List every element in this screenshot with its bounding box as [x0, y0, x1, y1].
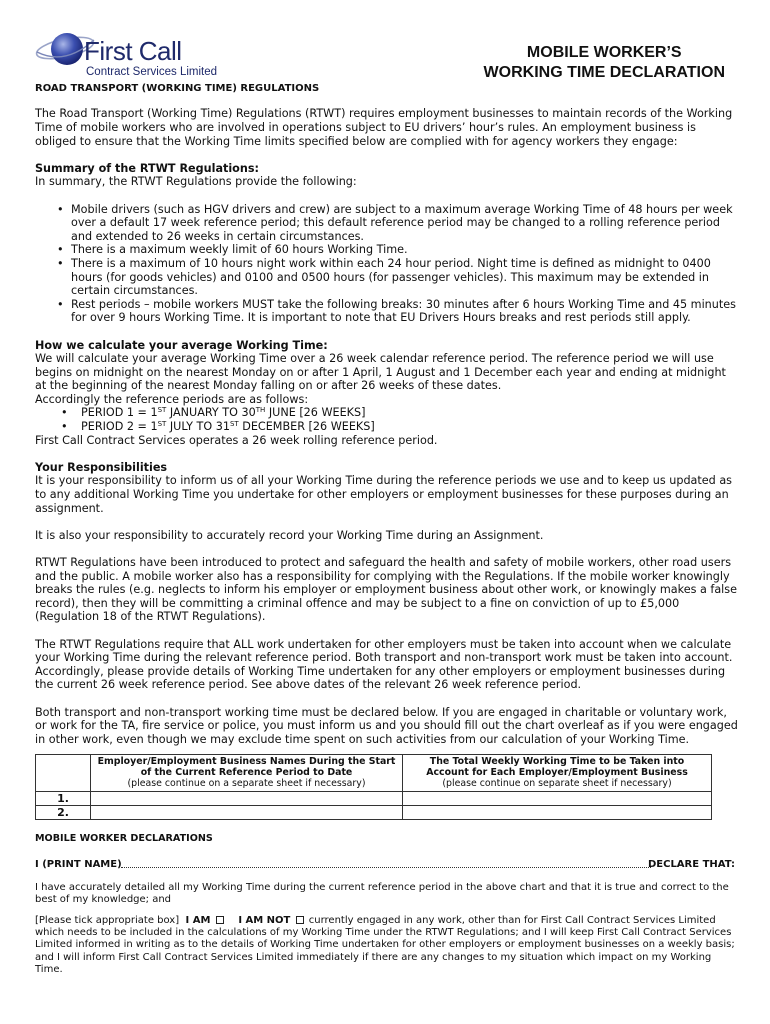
employer-name-cell[interactable] [91, 792, 403, 806]
responsibilities-heading: Your Responsibilities [35, 460, 168, 474]
i-am-not-checkbox[interactable] [296, 916, 304, 924]
working-time-table [35, 754, 712, 820]
title-line-1: MOBILE WORKER’S [526, 44, 682, 61]
print-name-field[interactable] [121, 867, 651, 868]
responsibilities-paragraph-1: It is your responsibility to inform us of all your Working Time during the reference periods we use and to keep us updated as to any additional Working Time you undertake for other employers or employment businesses for these purposes during an assignment. [35, 474, 733, 515]
row-number: 1. [36, 792, 91, 806]
summary-bullet: • Rest periods – mobile workers MUST take the following breaks: 30 minutes after 6 hours Working Time and 45 minutes for over 9 hours Working Time. It is important to note that EU Drivers Hours breaks and rest periods still apply. [57, 298, 739, 325]
employer-column-note: (please continue on a separate sheet if necessary) [127, 778, 366, 790]
row-number: 2. [36, 806, 91, 820]
title-line-2: WORKING TIME DECLARATION [483, 64, 725, 81]
intro-paragraph: The Road Transport (Working Time) Regulations (RTWT) requires employment businesses to maintain records of the Working Time of mobile workers who are involved in operations subject to EU drivers’ hour’s rules. An employment business is obliged to ensure that the Working Time limits specified below are complied with for agency workers they engage: [35, 107, 733, 148]
employer-column-title: Employer/Employment Business Names During the Start of the Current Reference Period to Date [97, 756, 396, 779]
summary-bullet: • There is a maximum weekly limit of 60 hours Working Time. [57, 243, 739, 257]
summary-bullet: • Mobile drivers (such as HGV drivers and crew) are subject to a maximum average Working Time of 48 hours per week over a default 17 week reference period; this default reference period may be changed to a rolling reference period and extended to 26 weeks in certain circumstances. [57, 203, 739, 244]
period-1: • PERIOD 1 = 1ST JANUARY TO 30TH JUNE [26 WEEKS] [61, 406, 739, 420]
section-heading: ROAD TRANSPORT (WORKING TIME) REGULATIONS [35, 83, 320, 94]
company-logo [34, 22, 218, 82]
hours-column-note: (please continue on separate sheet if necessary) [442, 778, 672, 790]
calc-lead: Accordingly the reference periods are as follows: [35, 392, 309, 406]
table-row [36, 792, 712, 806]
document-title [484, 43, 725, 83]
hours-column-title: The Total Weekly Working Time to be Taken into Account for Each Employer/Employment Business [426, 756, 688, 779]
responsibilities-paragraph-4: The RTWT Regulations require that ALL work undertaken for other employers must be taken into account when we calculate your Working Time during the relevant reference period. Both transport and non-transport work must be taken into account. Accordingly, please provide details of Working Time undertaken for any other employers or employment businesses during the current 26 week reference period. See above dates of the relevant 26 week reference period. [35, 637, 733, 692]
declarations-heading: MOBILE WORKER DECLARATIONS [35, 833, 213, 845]
declare-that-label: DECLARE THAT: [647, 858, 735, 870]
hours-column-header [403, 755, 712, 792]
summary-heading: Summary of the RTWT Regulations: [35, 161, 259, 175]
summary-bullet: • There is a maximum of 10 hours night work within each 24 hour period. Night time is defined as midnight to 0400 hours (for goods vehicles) and 0100 and 0500 hours (for passenger vehicles). This maximum may be extended in certain circumstances. [57, 257, 739, 298]
table-corner-cell [36, 755, 91, 792]
responsibilities-paragraph-3: RTWT Regulations have been introduced to protect and safeguard the health and safety of mobile workers, other road users and the public. A mobile worker also has a responsibility for complying with the Regulations. If the mobile worker knowingly breaks the rules (e.g. neglects to inform his employer or employment business about other work, or knowingly makes a false record), then they will be committing a criminal offence and may be subject to a fine on conviction of up to £5,000 (Regulation 18 of the RTWT Regulations). [35, 556, 737, 624]
responsibilities-paragraph-2: It is also your responsibility to accurately record your Working Time during an Assignment. [35, 528, 544, 542]
employer-column-header [91, 755, 403, 792]
weekly-hours-cell[interactable] [403, 792, 712, 806]
tick-statement: currently engaged in any work, other than for First Call Contract Services Limited which needs to be included in the calculations of my Working Time under the RTWT Regulations; and I will keep First Call Contract Services Limited informed in writing as to the details of Working Time undertaken for other employers or employment businesses on a weekly basis; and I will inform First Call Contract Services Limited immediately if there are any changes to my situation which impact on my Working Time. [35, 914, 735, 976]
responsibilities-paragraph-5: Both transport and non-transport working time must be declared below. If you are engaged in charitable or voluntary work, or work for the TA, fire service or police, you must inform us and you should fill out the chart overleaf as if you were engaged in other work, even though we may exclude time spent on such activities from our calculation of your Working Time. [35, 705, 738, 746]
document-body [35, 83, 739, 977]
print-name-line [35, 858, 739, 872]
calc-closing: First Call Contract Services operates a 26 week rolling reference period. [35, 433, 438, 447]
declaration-paragraph-1: I have accurately detailed all my Working Time during the current reference period in the above chart and that it is true and correct to the best of my knowledge; and [35, 881, 729, 906]
calc-paragraph: We will calculate your average Working Time over a 26 week calendar reference period. The reference period we will use begins on midnight on the nearest Monday on or after 1 April, 1 August and 1 December each year and ending at midnight at the beginning of the nearest Monday falling on or after 26 weeks of these dates. [35, 352, 726, 393]
i-am-checkbox[interactable] [216, 916, 224, 924]
declaration-paragraph-2 [35, 915, 739, 977]
table-header-row [36, 755, 712, 792]
logo-subtitle: Contract Services Limited [86, 66, 218, 78]
summary-lead: In summary, the RTWT Regulations provide the following: [35, 175, 357, 189]
i-am-label: I AM [185, 914, 211, 926]
calc-heading: How we calculate your average Working Time: [35, 338, 328, 352]
print-name-label: I (PRINT NAME) [35, 858, 122, 870]
tick-prefix: [Please tick appropriate box] [35, 914, 180, 926]
logo-name: First Call [84, 36, 182, 66]
table-row [36, 806, 712, 820]
i-am-not-label: I AM NOT [238, 914, 291, 926]
summary-bullet-list [57, 203, 739, 325]
employer-name-cell[interactable] [91, 806, 403, 820]
period-list [61, 406, 739, 433]
period-2: • PERIOD 2 = 1ST JULY TO 31ST DECEMBER [26 WEEKS] [61, 420, 739, 434]
weekly-hours-cell[interactable] [403, 806, 712, 820]
